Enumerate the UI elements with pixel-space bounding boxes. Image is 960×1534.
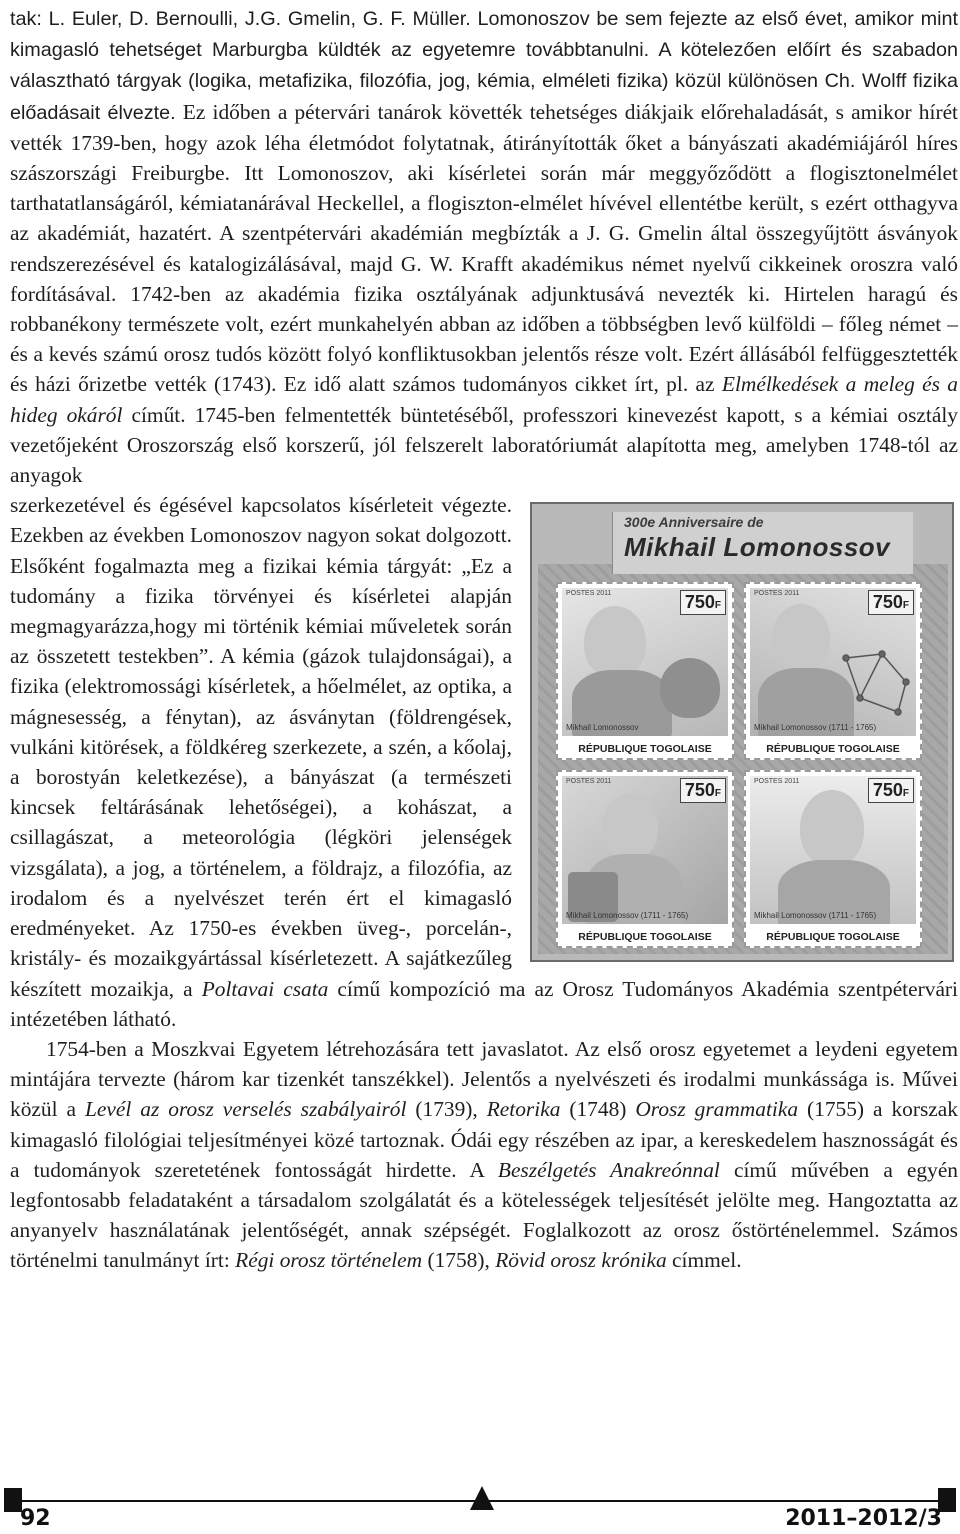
stamp-2 (744, 582, 922, 760)
footer-triangle-icon (470, 1486, 494, 1510)
title-orosz-grammatika: Orosz grammatika (635, 1097, 799, 1122)
stamp-1 (556, 582, 734, 760)
paragraph-1-continuation: címűt. 1745-ben felmentették büntetéséből, professzori kinevezést kapott, s a kémiai osztály vezetőjeként Oroszország első korszerű, jól felszerelt laboratóriumát alapította meg, amelyben 1748-tól az anyagok (10, 402, 959, 488)
stamp-4 (744, 770, 922, 948)
paragraph-2-run-g: címmel. (666, 1248, 742, 1273)
stamp-2-posts: POSTES 2011 (754, 590, 800, 598)
paragraph-2-run-b: (1739), (406, 1097, 487, 1122)
title-regi-orosz-tortenelem: Régi orosz történelem (235, 1248, 423, 1273)
paragraph-1-serif-run: Ez időben a pétervári tanárok követték tehetséges diákjaik előrehaladását, s amikor hírét vették 1739-ben, hogy azok léha életmódot folytatnak, átirányították őket a bányászati akadémiájáról híres szászországi Freiburgbe. Itt Lomonoszov, aki kísérletei során már meggyőződött a flogisztonelmélet tarthatatlanságáról, kémiatanárával Heckellel, a flogiszton-elmélet hívével ellentétbe került, s ezért otthagyva az akadémiát, hazatért. A szentpétervári akadémián megbízták a J. G. Gmelin által összegyűjtött ásványok rendszerezésével és katalogizálásával, majd G. W. Krafft akadémikus német nyelvű cikkeinek oroszra való fordításával. 1742-ben az akadémia fizika osztályának adjunktusává nevezték ki. Hirtelen haragú és robbanékony természete volt, ezért munkahelyén abban az időben a többségben levő külföldi – főleg német – és a kevés számú orosz tudós között folyó konfliktusokban jelentős része volt. Ezért állásából felfüggesztették és házi őrizetbe vették (1743). Ez idő alatt számos tudományos cikket írt, pl. az (10, 99, 959, 397)
issue-label: 2011–2012/3 (785, 1506, 942, 1531)
sheet-title-line1: 300e Anniversaire de (624, 514, 764, 531)
paragraph-1-wrap-run: szerkezetével és égésével kapcsolatos kísérleteit végezte. Ezekben az években Lomonoszov nagyon sokat dolgozott. Elsőként fogalmazta meg a fizikai kémia tárgyát: „Ez a tudomány a fizika törvényei és kísérletei alapján megmagyarázza,hogy mi történik kémiai műveletek során az összetett testekben”. A kémia (gázok tulajdonságai), a fizika (elektromossági kísérletek, a hőelmélet, az optika, a mágnesesség, a fénytan), az ásványtan (földrengések, vulkáni kitörések, a földkéreg szerkezete, a szén, a kőolaj, a borostyán keletkezése), a bányászat (a természeti kincsek feltárásának lehetőségei), a kohászat, a csillagászat, a meteorológia (légköri jelenségek vizsgálata), a jog, a történelem, a földrajz, a filozófia, az irodalom és a nyelvészet terén ért el kimagasló eredményeket. Az 1750-es években üveg-, porcelán-, kristály- és mozaikgyártással kísérletezett. A sajátkezűleg készített mozaikja, a (10, 493, 512, 1001)
molecule-diagram-icon (836, 646, 916, 726)
paragraph-2-run-a: 1754-ben a Moszkvai Egyetem létrehozására tett javaslatot. Az első orosz egyetemet a leydeni egyetem mintájára tervezte (három kar tizenkét tanszékkel). Jelentős a nyelvészeti és irodalmi munkássága is. Művei közül a (10, 1036, 958, 1122)
stamp-1-value: 750F (680, 590, 726, 615)
title-beszelgetes: Beszélgetés Anakreónnal (497, 1157, 720, 1182)
stamp-sheet (530, 502, 954, 962)
title-poltavai-csata: Poltavai csata (201, 976, 329, 1001)
stamp-3-caption: Mikhail Lomonossov (1711 - 1765) (566, 911, 689, 921)
title-elmelkedesek: Elmélkedések a meleg és a hideg okáról (10, 372, 959, 427)
stamp-2-value: 750F (868, 590, 914, 615)
article-page (10, 0, 958, 1276)
stamp-2-caption: Mikhail Lomonossov (1711 - 1765) (754, 723, 877, 733)
stamp-4-posts: POSTES 2011 (754, 778, 800, 786)
title-level: Levél az orosz verselés szabályairól (84, 1097, 407, 1122)
paragraph-2-run-c: (1748) (560, 1097, 636, 1122)
paragraph-2 (10, 1034, 958, 1276)
title-retorika: Retorika (486, 1097, 561, 1122)
paragraph-1 (10, 0, 958, 490)
stamp-1-caption: Mikhail Lomonossov (566, 723, 639, 733)
page-footer (0, 1486, 960, 1534)
sheet-title-line2: Mikhail Lomonossov (624, 532, 891, 563)
stamp-1-country: RÉPUBLIQUE TOGOLAISE (578, 743, 712, 756)
paragraph-1-sans-run: tak: L. Euler, D. Bernoulli, J.G. Gmelin, G. F. Müller. Lomonoszov be sem fejezte az első évet, amikor mint kimagasló tehetséget Marburgba küldték az egyetemre továbbtanulni. A kötelezően előírt és szabadon választható tárgyak (logika, metafizika, filozófia, jog, kémia, elméleti fizika) közül különösen Ch. Wolff fizika előadásait élvezte. (10, 8, 958, 124)
stamp-4-value: 750F (868, 778, 914, 803)
page-number: 92 (20, 1506, 51, 1531)
stamp-3-posts: POSTES 2011 (566, 778, 612, 786)
paragraph-1-end: című kompozíció ma az Orosz Tudományos Akadémia szentpétervári intézetében látható. (10, 976, 959, 1031)
paragraph-2-run-e: című művében a egyén legfontosabb feladataként a társadalom szolgálatát és a kötelességek teljesítését jelölte meg. Hangoztatta az anyanyelv használatának jelentőségét, annak szépségét. Foglalkozott az orosz őstörténelemmel. Számos történelmi tanulmányt írt: (10, 1157, 959, 1273)
stamp-3-value: 750F (680, 778, 726, 803)
paragraph-2-run-d: (1755) a korszak kimagasló filológiai teljesítményei közé tartoznak. Ódái egy részében az ipar, a kereskedelem hasznosságát és a tudományok szeretetének fontosságát hirdette. A (10, 1097, 958, 1182)
stamp-4-country: RÉPUBLIQUE TOGOLAISE (766, 931, 900, 944)
stamp-1-posts: POSTES 2011 (566, 590, 612, 598)
stamp-3 (556, 770, 734, 948)
paragraph-2-run-f: (1758), (422, 1248, 496, 1273)
stamp-sheet-figure (526, 496, 960, 966)
stamp-2-country: RÉPUBLIQUE TOGOLAISE (766, 743, 900, 756)
stamp-4-caption: Mikhail Lomonossov (1711 - 1765) (754, 911, 877, 921)
stamp-3-country: RÉPUBLIQUE TOGOLAISE (578, 931, 712, 944)
title-rovid-orosz-kronika: Rövid orosz krónika (495, 1248, 667, 1273)
